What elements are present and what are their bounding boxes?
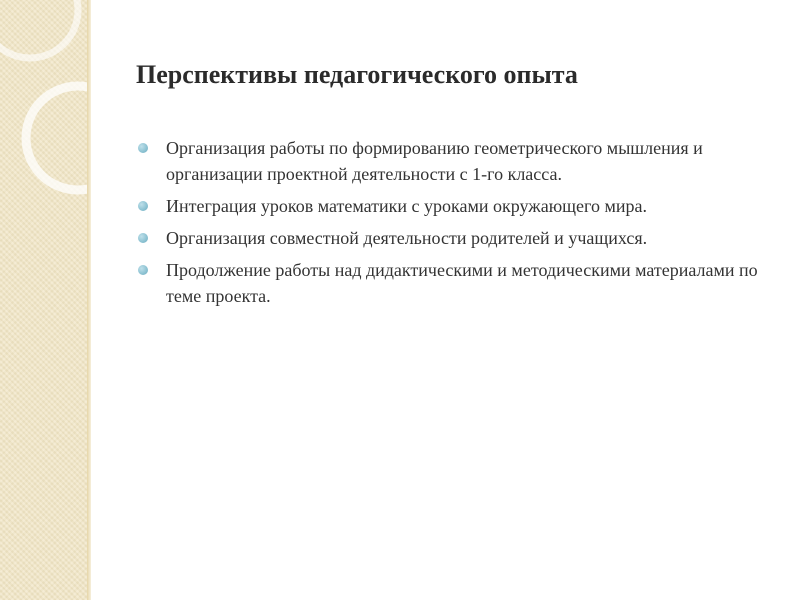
circle-bullet-icon xyxy=(138,233,148,243)
bullet-text: Продолжение работы над дидактическими и методическими материалами по теме проекта. xyxy=(166,260,758,306)
bullet-list xyxy=(136,135,776,315)
bullet-text: Интеграция уроков математики с уроками окружающего мира. xyxy=(166,196,647,216)
decorative-circles-icon xyxy=(0,0,87,600)
decorative-sidebar xyxy=(0,0,87,600)
bullet-text: Организация работы по формированию геометрического мышления и организации проектной деятельности с 1-го класса. xyxy=(166,138,703,184)
sidebar-edge xyxy=(87,0,91,600)
circle-bullet-icon xyxy=(138,265,148,275)
bullet-item xyxy=(136,257,776,309)
bullet-item xyxy=(136,225,776,251)
circle-bullet-icon xyxy=(138,143,148,153)
bullet-text: Организация совместной деятельности родителей и учащихся. xyxy=(166,228,648,248)
circle-bullet-icon xyxy=(138,201,148,211)
slide-title: Перспективы педагогического опыта xyxy=(136,60,578,89)
bullet-item xyxy=(136,135,776,187)
bullet-item xyxy=(136,193,776,219)
